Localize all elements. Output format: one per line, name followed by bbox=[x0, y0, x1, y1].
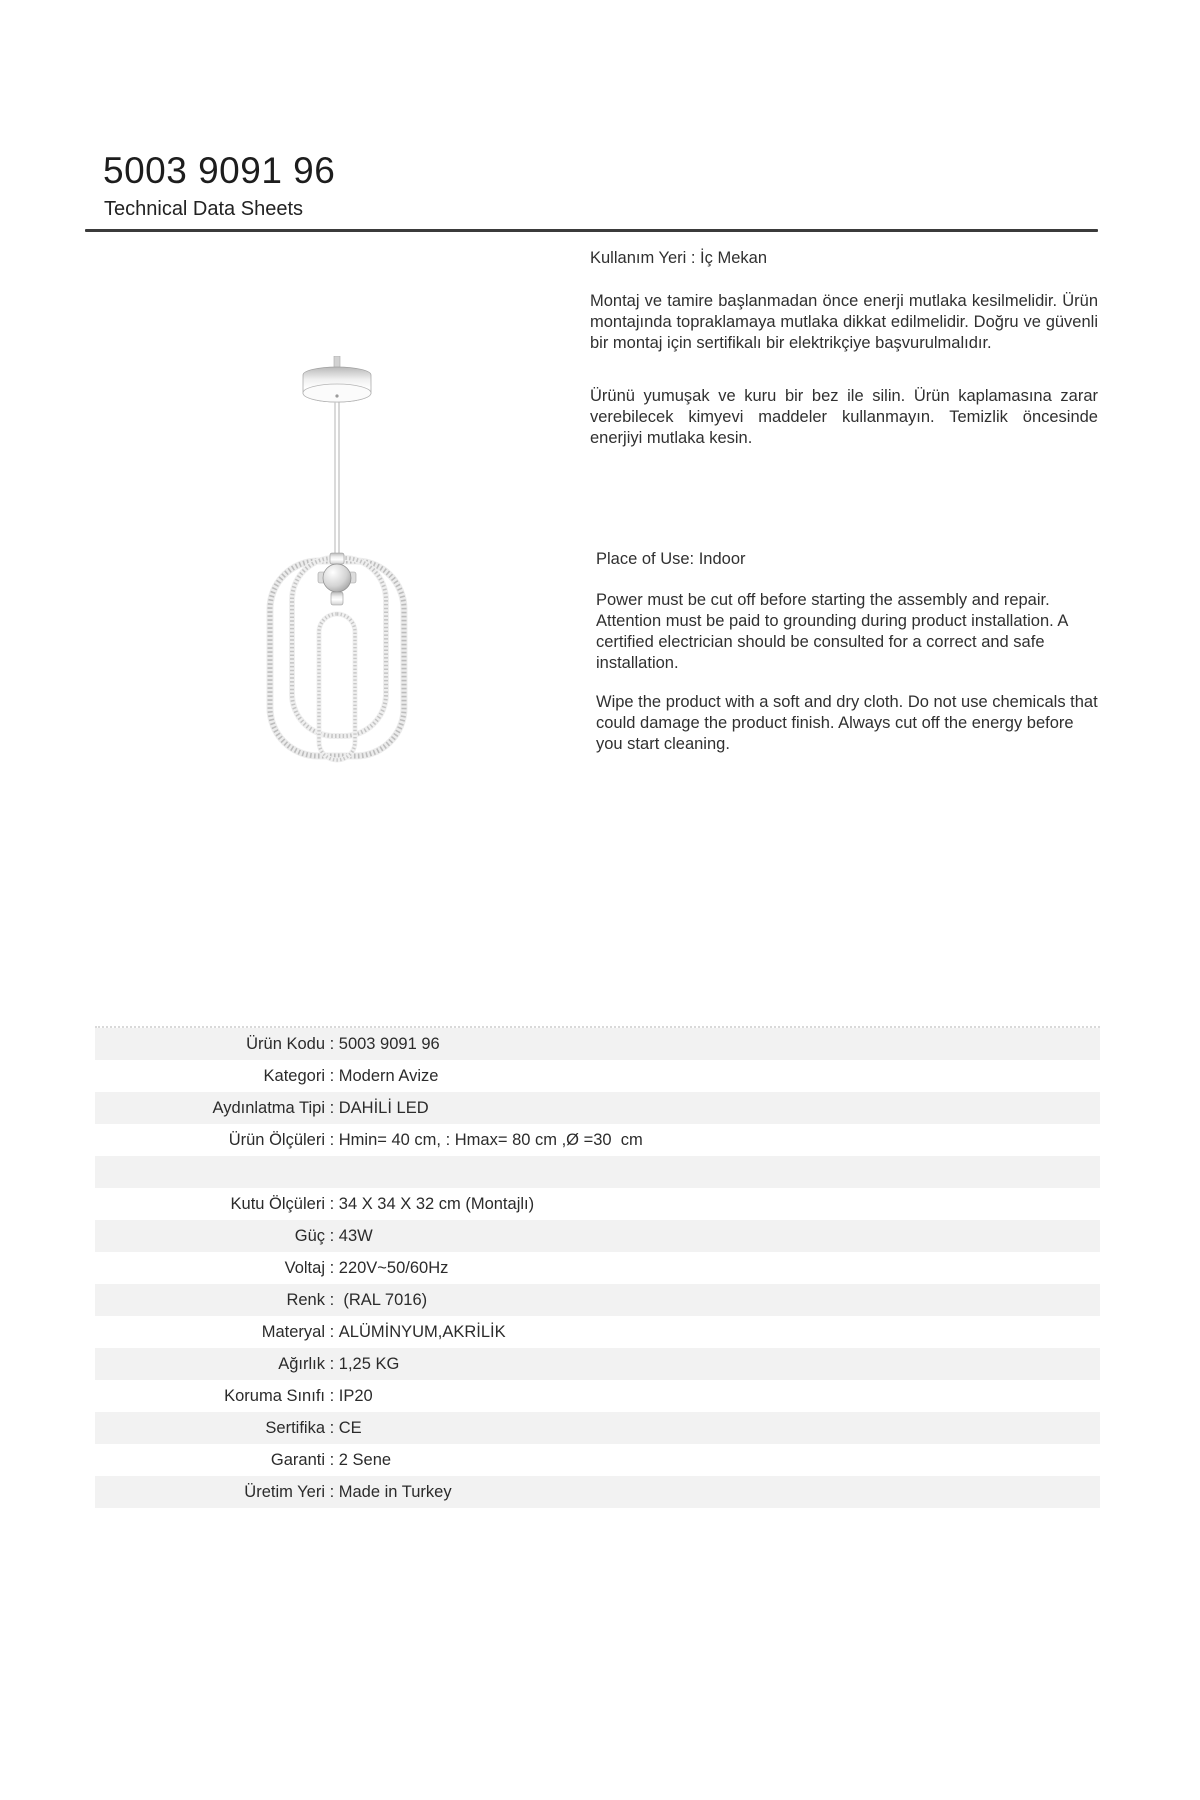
spec-label: Üretim Yeri bbox=[244, 1482, 325, 1501]
usage-line-tr: Kullanım Yeri : İç Mekan bbox=[590, 249, 768, 267]
spec-row bbox=[95, 1348, 1100, 1380]
pendant-lamp-image bbox=[258, 356, 418, 768]
spec-value: Modern Avize bbox=[338, 1066, 439, 1085]
spec-row bbox=[95, 1220, 1100, 1252]
spec-separator: : bbox=[325, 1194, 339, 1213]
spec-value: CE bbox=[338, 1418, 362, 1437]
spec-row bbox=[95, 1316, 1100, 1348]
spec-label: Ürün Kodu bbox=[246, 1034, 325, 1053]
pendant-lamp-svg bbox=[258, 356, 418, 768]
spec-row bbox=[95, 1124, 1100, 1156]
cleaning-paragraph-en: Wipe the product with a soft and dry cloth. Do not use chemicals that could damage the product finish. Always cut off the energy before you start cleaning. bbox=[596, 693, 1098, 753]
spec-row bbox=[95, 1444, 1100, 1476]
spec-label: Voltaj bbox=[284, 1258, 325, 1277]
spec-value: 5003 9091 96 bbox=[338, 1034, 440, 1053]
page-subtitle: Technical Data Sheets bbox=[104, 198, 304, 220]
spec-value: Made in Turkey bbox=[338, 1482, 452, 1501]
spec-value: Hmin= 40 cm, : Hmax= 80 cm ,Ø =30 cm bbox=[338, 1130, 643, 1149]
spec-separator: : bbox=[325, 1354, 339, 1373]
spec-separator: : bbox=[325, 1290, 339, 1309]
spec-separator: : bbox=[325, 1322, 339, 1341]
spec-row bbox=[95, 1284, 1100, 1316]
spec-label: Kategori bbox=[263, 1066, 325, 1085]
spec-label: Materyal bbox=[261, 1322, 325, 1341]
spec-row bbox=[95, 1188, 1100, 1220]
spec-row bbox=[95, 1092, 1100, 1124]
spec-separator: : bbox=[325, 1258, 339, 1277]
spec-value: 43W bbox=[338, 1226, 373, 1245]
cleaning-paragraph-tr: Ürünü yumuşak ve kuru bir bez ile silin. Ürün kaplamasına zarar verebilecek kimyevi maddeler kullanmayın. Temizlik öncesinde enerjiyi mutlaka kesin. bbox=[590, 387, 1098, 447]
product-code-title: 5003 9091 96 bbox=[103, 150, 336, 191]
spec-separator: : bbox=[325, 1226, 339, 1245]
spec-value: DAHİLİ LED bbox=[338, 1098, 429, 1117]
spec-label: Aydınlatma Tipi bbox=[212, 1098, 325, 1117]
usage-line-en: Place of Use: Indoor bbox=[596, 550, 746, 568]
spec-separator: : bbox=[325, 1066, 339, 1085]
lamp-ball-joint bbox=[323, 564, 351, 592]
spec-separator: : bbox=[325, 1450, 339, 1469]
spec-label: Güç bbox=[294, 1226, 325, 1245]
lamp-canopy-underside bbox=[303, 384, 371, 402]
spec-separator: : bbox=[325, 1482, 339, 1501]
spec-row bbox=[95, 1476, 1100, 1508]
spec-value: (RAL 7016) bbox=[338, 1290, 428, 1309]
spec-row bbox=[95, 1060, 1100, 1092]
safety-paragraph-en: Power must be cut off before starting the assembly and repair. Attention must be paid to grounding during product installation. A certified electrician should be consulted for a correct and safe installation. bbox=[596, 591, 1068, 672]
spec-value: 34 X 34 X 32 cm (Montajlı) bbox=[338, 1194, 535, 1213]
safety-paragraph-tr: Montaj ve tamire başlanmadan önce enerji mutlaka kesilmelidir. Ürün montajında topraklamaya mutlaka dikkat edilmelidir. Doğru ve güvenli bir montaj için sertifikalı bir elektrikçiye başvurulmalıdır. bbox=[590, 292, 1098, 352]
spec-table bbox=[95, 1026, 1100, 1508]
lamp-connector bbox=[330, 553, 344, 564]
spec-separator: : bbox=[325, 1098, 339, 1117]
spec-value: 2 Sene bbox=[338, 1450, 392, 1469]
spec-value: ALÜMİNYUM,AKRİLİK bbox=[338, 1322, 506, 1341]
spec-row bbox=[95, 1380, 1100, 1412]
spec-label: Ağırlık bbox=[278, 1354, 325, 1373]
spec-label: Renk bbox=[286, 1290, 325, 1309]
spec-row bbox=[95, 1412, 1100, 1444]
header-divider bbox=[85, 229, 1098, 232]
spec-separator: : bbox=[325, 1418, 339, 1437]
spec-label: Koruma Sınıfı bbox=[224, 1386, 325, 1405]
spec-value: 1,25 KG bbox=[338, 1354, 400, 1373]
spec-row bbox=[95, 1028, 1100, 1060]
lamp-connector bbox=[331, 592, 343, 605]
spec-row bbox=[95, 1156, 1100, 1188]
spec-row bbox=[95, 1252, 1100, 1284]
spec-label: Kutu Ölçüleri bbox=[230, 1194, 325, 1213]
spec-separator: : bbox=[325, 1386, 339, 1405]
info-column bbox=[590, 248, 1098, 755]
spec-label: Ürün Ölçüleri bbox=[228, 1130, 325, 1149]
spec-separator: : bbox=[325, 1130, 339, 1149]
spec-label: Garanti bbox=[270, 1450, 325, 1469]
spec-value: 220V~50/60Hz bbox=[338, 1258, 449, 1277]
spec-label: Sertifika bbox=[265, 1418, 325, 1437]
spec-separator: : bbox=[325, 1034, 339, 1053]
spec-value: IP20 bbox=[338, 1386, 373, 1405]
